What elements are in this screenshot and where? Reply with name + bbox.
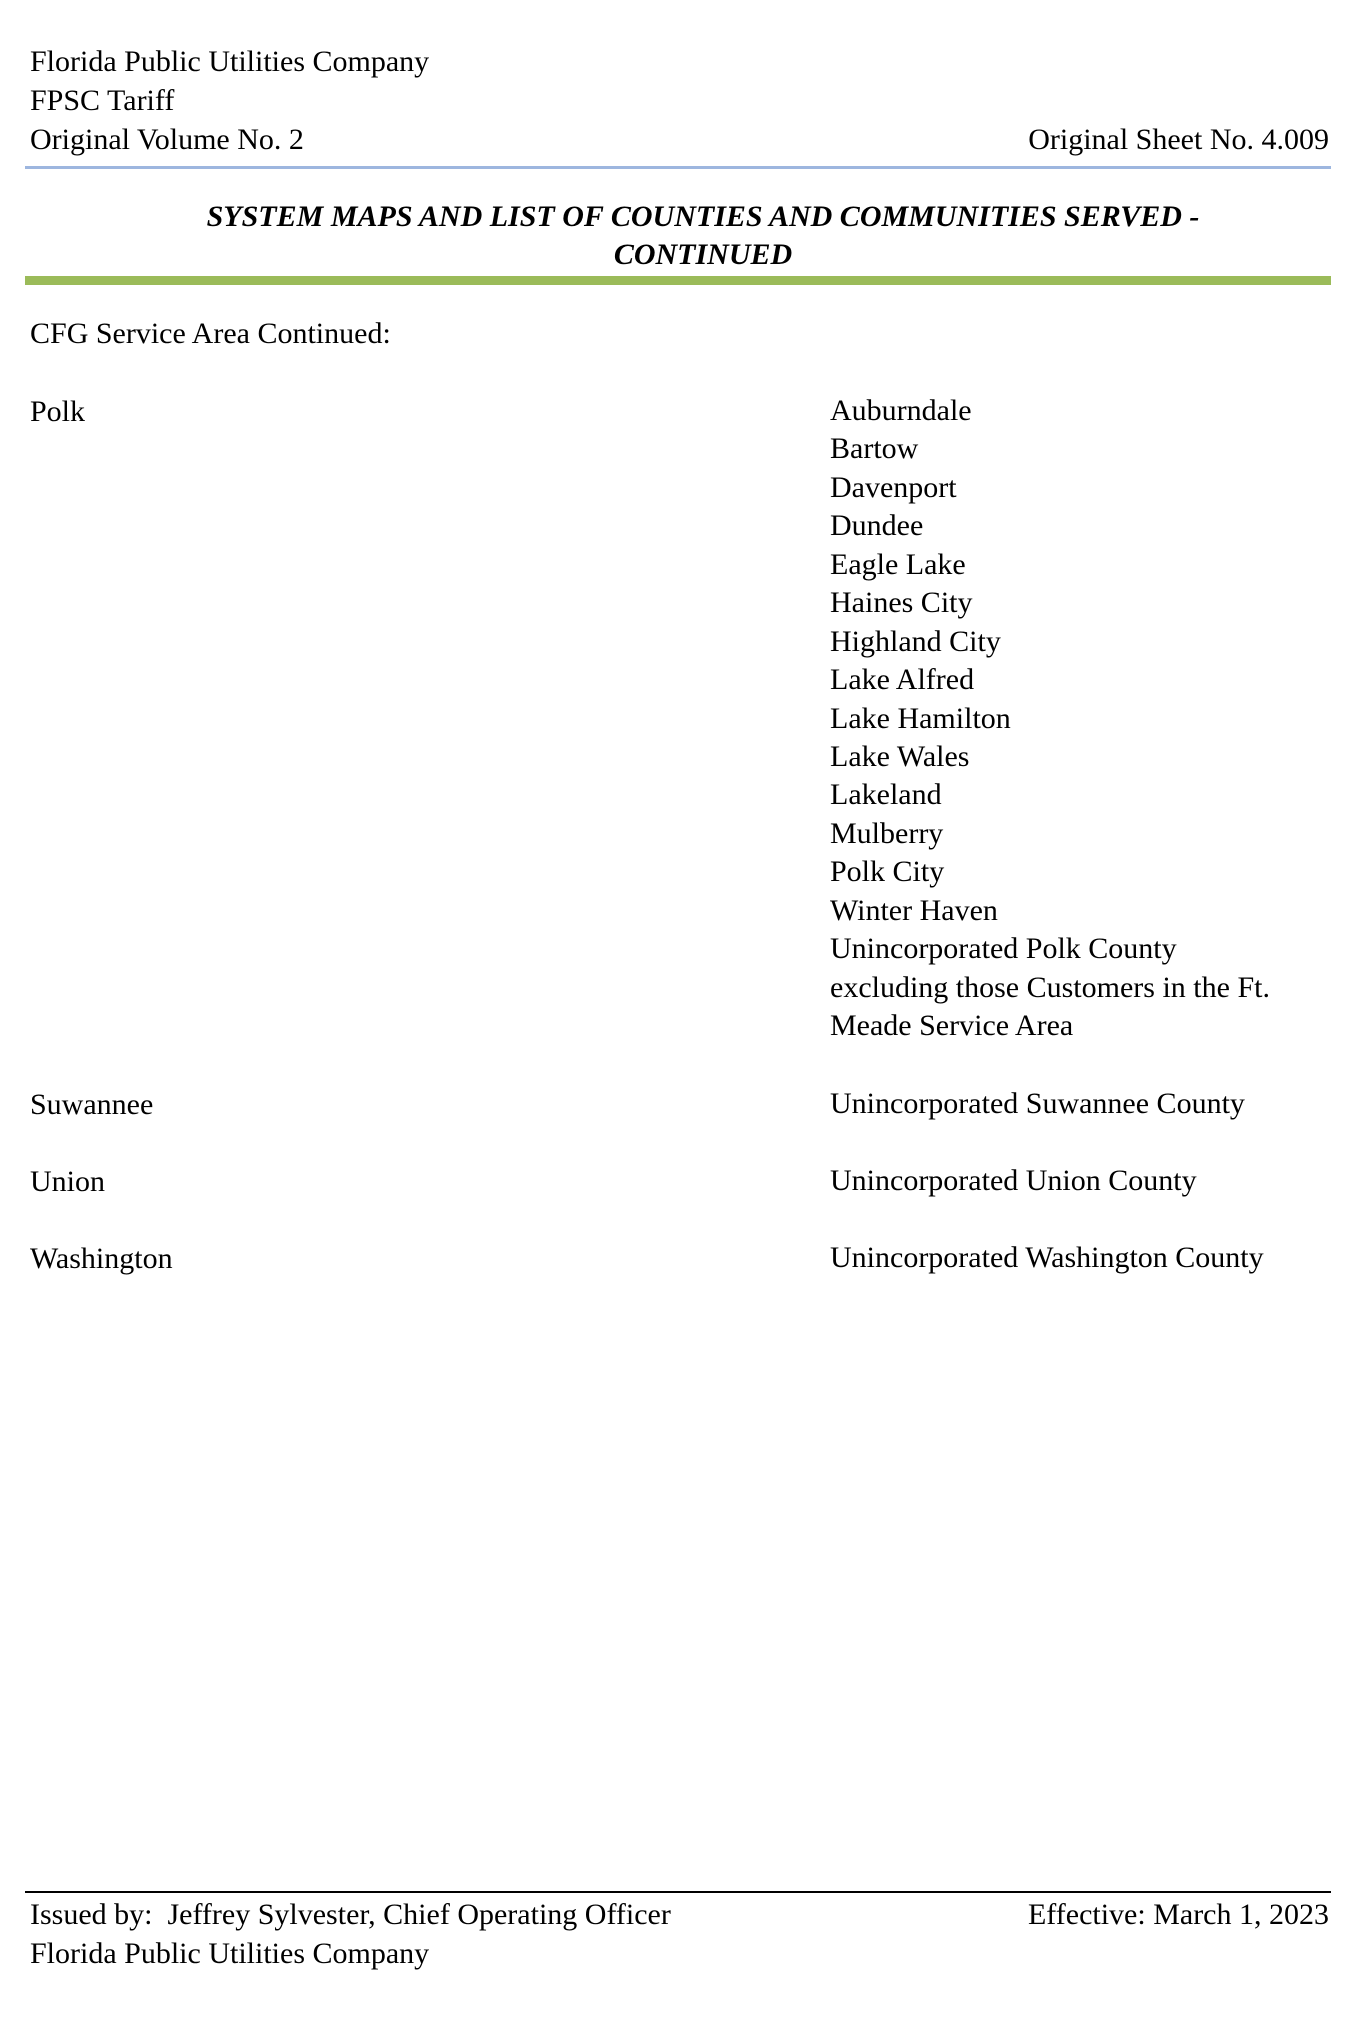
community-list-polk bbox=[830, 392, 1270, 1045]
county-name: Union bbox=[30, 1165, 105, 1198]
community-item: Polk City bbox=[830, 855, 945, 889]
community-item: Lake Wales bbox=[830, 739, 970, 773]
community-item: Lakeland bbox=[830, 778, 942, 812]
community-item: Unincorporated Washington County bbox=[830, 1241, 1264, 1274]
page-title-line-2: CONTINUED bbox=[613, 238, 793, 271]
footer-company: Florida Public Utilities Company bbox=[30, 1937, 430, 1970]
header-company: Florida Public Utilities Company bbox=[30, 45, 430, 78]
title-divider bbox=[25, 276, 1331, 285]
footer-divider bbox=[25, 1891, 1331, 1893]
footer-effective-date: Effective: March 1, 2023 bbox=[1027, 1898, 1329, 1931]
community-item: Auburndale bbox=[830, 394, 972, 427]
page-title-line-1: SYSTEM MAPS AND LIST OF COUNTIES AND COMMUNITIES SERVED - bbox=[206, 200, 1200, 233]
community-item: Mulberry bbox=[830, 816, 944, 850]
footer-issued-by: Issued by: Jeffrey Sylvester, Chief Operating Officer bbox=[30, 1898, 671, 1931]
header-sheet-number: Original Sheet No. 4.009 bbox=[1028, 123, 1329, 156]
community-item: Bartow bbox=[830, 432, 919, 466]
header-block bbox=[30, 42, 429, 159]
community-list-suwannee bbox=[830, 1085, 1245, 1123]
community-item: Meade Service Area bbox=[830, 1009, 1074, 1042]
community-item: Haines City bbox=[830, 586, 973, 620]
community-list-union bbox=[830, 1162, 1197, 1200]
community-item: Lake Alfred bbox=[830, 663, 975, 697]
community-item: Lake Hamilton bbox=[830, 701, 1011, 735]
community-item: Dundee bbox=[830, 509, 924, 543]
community-item: excluding those Customers in the Ft. bbox=[830, 970, 1270, 1004]
community-item: Davenport bbox=[830, 470, 957, 504]
community-item: Unincorporated Polk County bbox=[830, 932, 1177, 966]
community-item: Eagle Lake bbox=[830, 547, 966, 581]
header-divider bbox=[25, 166, 1331, 169]
header-volume: Original Volume No. 2 bbox=[30, 123, 304, 156]
section-intro: CFG Service Area Continued: bbox=[30, 317, 391, 350]
page-title bbox=[25, 198, 1331, 274]
county-name: Suwannee bbox=[30, 1088, 154, 1121]
community-item: Winter Haven bbox=[830, 893, 998, 927]
header-tariff: FPSC Tariff bbox=[30, 84, 175, 117]
community-item: Unincorporated Suwannee County bbox=[830, 1087, 1245, 1120]
county-name: Polk bbox=[30, 395, 86, 428]
footer-block bbox=[30, 1895, 671, 1973]
community-item: Unincorporated Union County bbox=[830, 1164, 1197, 1197]
county-name: Washington bbox=[30, 1242, 173, 1275]
community-list-washington bbox=[830, 1239, 1264, 1277]
community-item: Highland City bbox=[830, 624, 1001, 658]
